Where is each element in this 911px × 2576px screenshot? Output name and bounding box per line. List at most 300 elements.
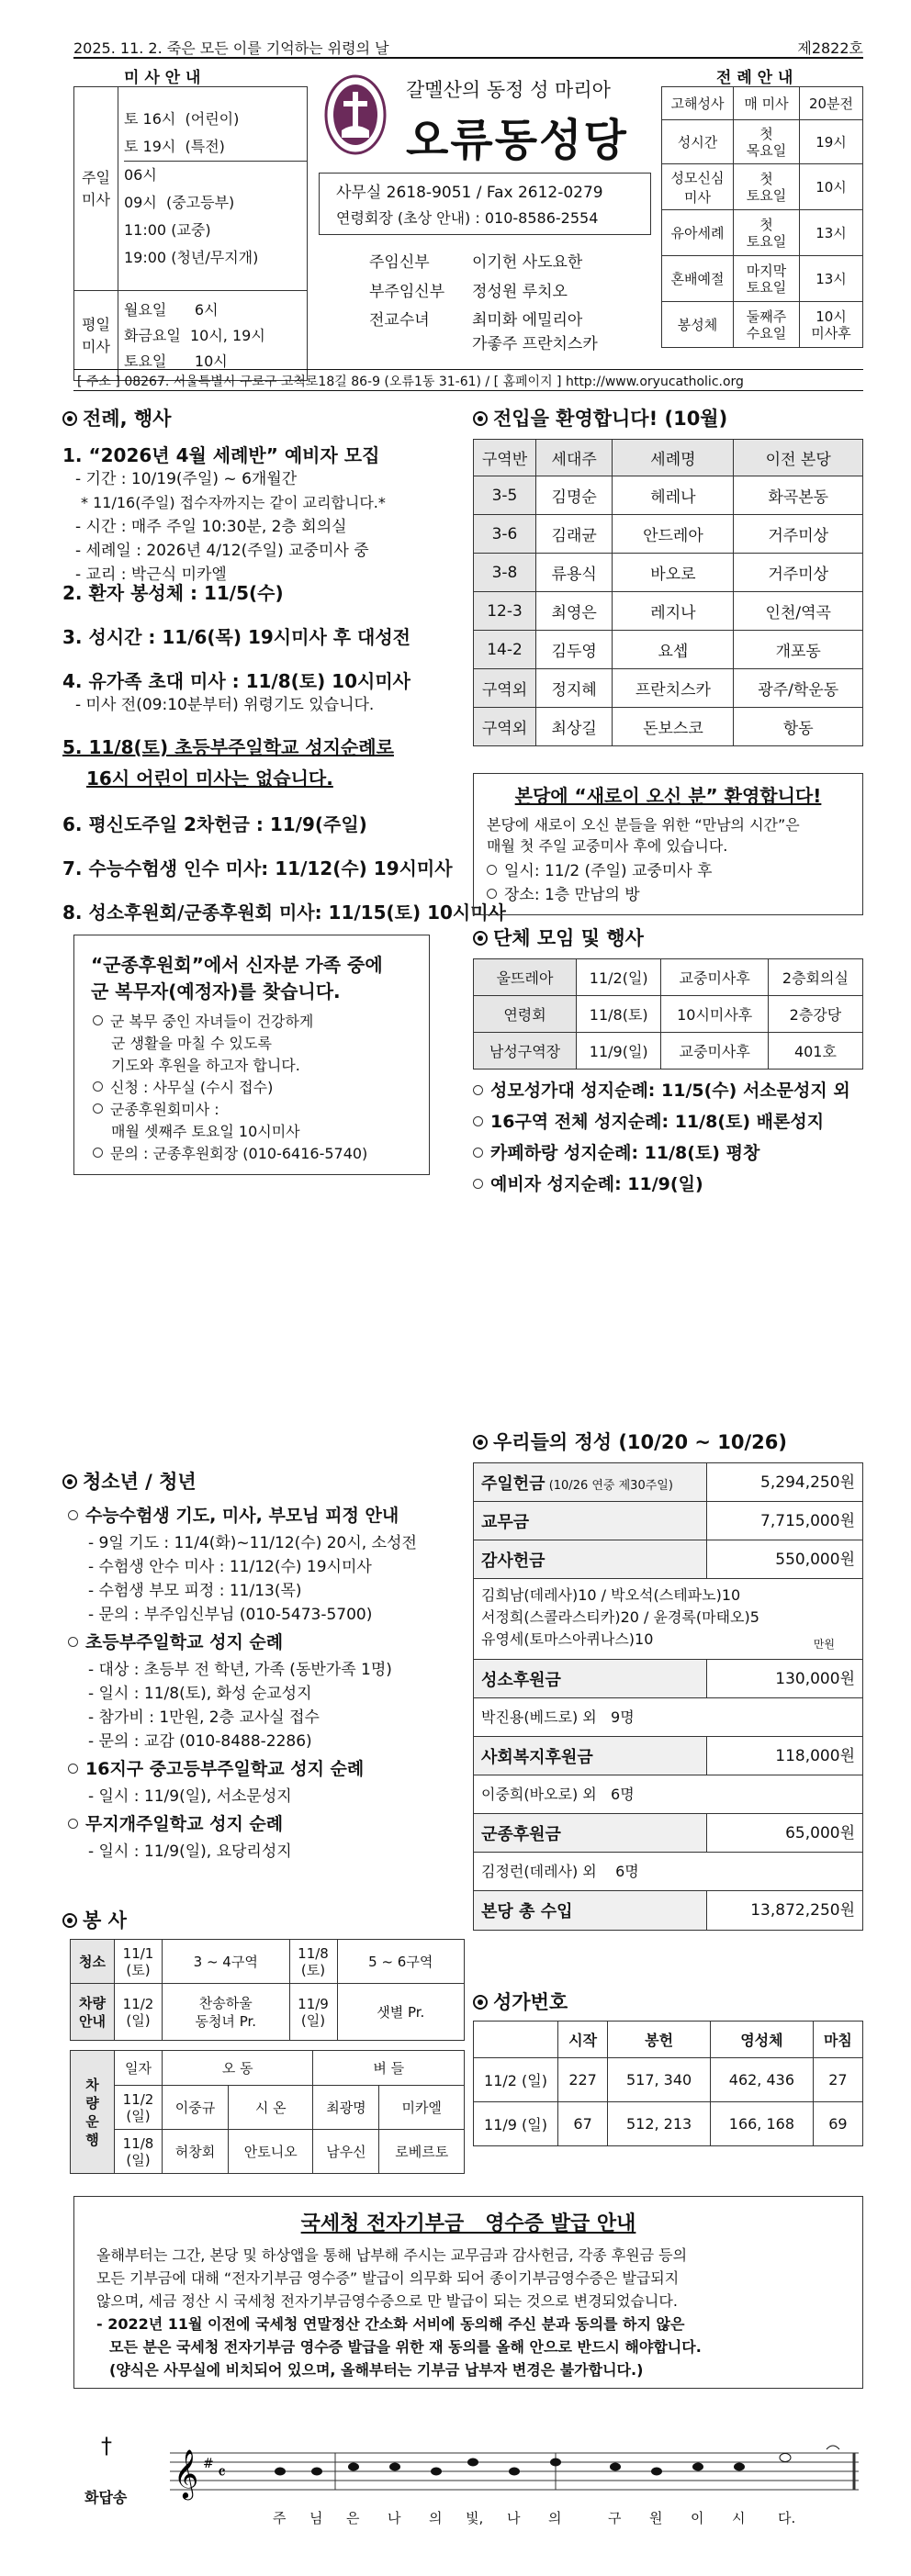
table-header: 이전 본당 xyxy=(734,440,863,476)
table-header: 일자 xyxy=(115,2051,163,2086)
table-header: 세례명 xyxy=(613,440,734,476)
circle-bullet-icon xyxy=(487,865,497,875)
liturgy-item-title: 8. 성소후원회/군종후원회 미사: 11/15(토) 10시미사 xyxy=(62,902,506,924)
liturgy-item-detail: - 세례일 : 2026년 4/12(주일) 교중미사 중 xyxy=(75,542,369,560)
clergy-role xyxy=(369,334,472,354)
mass-time: 토 16시 (어린이) xyxy=(124,110,240,128)
lyric-syllable: 의 xyxy=(548,2510,562,2526)
liturgy-item xyxy=(62,578,284,605)
sacrament-time: 13시 xyxy=(800,210,863,256)
table-cell: 광주/학운동 xyxy=(734,669,863,708)
table-cell: 시 온 xyxy=(228,2086,313,2130)
cleaning-date: 11/1 (토) xyxy=(115,1940,163,1984)
section-bullet-icon xyxy=(473,411,488,426)
address-bar: [ 주소 ] 08267. 서울특별시 구로구 고척로18길 86-9 (오류1동 31-61) / [ 홈페이지 ] http://www.oryucatholic.org xyxy=(73,369,863,391)
youth-detail: - 문의 : 부주임신부님 (010-5473-5700) xyxy=(88,1606,373,1624)
table-cell: 프란치스카 xyxy=(613,669,734,708)
newcomers-section xyxy=(473,404,863,746)
military-text: 군 생활을 마칠 수 있도록 xyxy=(111,1035,272,1052)
table-row xyxy=(474,959,863,996)
offering-amount: 550,000원 xyxy=(706,1540,862,1578)
circle-bullet-icon xyxy=(93,1103,103,1114)
table-row xyxy=(474,592,863,631)
offering-label-text: 교무금 xyxy=(481,1512,530,1532)
office-phone: 사무실 2618-9051 / Fax 2612-0279 xyxy=(336,184,603,202)
sacrament-day: 첫 토요일 xyxy=(734,164,800,210)
clergy-name: 최미화 에밀리아 xyxy=(472,311,583,330)
car-date: 11/9 (일) xyxy=(289,1984,337,2041)
table-cell: 교중미사후 xyxy=(661,1033,768,1070)
tax-notice xyxy=(73,2196,863,2389)
youth-block-text: 무지개주일학교 성지 순례 xyxy=(85,1814,284,1834)
lyric-syllable: 나 xyxy=(388,2510,401,2526)
offering-label-text: 사회복지후원금 xyxy=(481,1747,593,1767)
youth-block-title xyxy=(62,1809,476,1840)
parish-title: 오류동성당 xyxy=(406,115,628,166)
table-cell: 김명순 xyxy=(536,476,613,515)
table-header: 시작 xyxy=(558,2022,608,2058)
clergy-role: 부주임신부 xyxy=(369,283,445,301)
music-note xyxy=(311,2468,322,2476)
circle-bullet-icon xyxy=(93,1015,103,1025)
table-cell: 11/2(일) xyxy=(577,959,661,996)
music-note xyxy=(692,2463,703,2471)
music-note xyxy=(550,2458,561,2467)
military-text: 문의 : 군종후원회장 (010-6416-5740) xyxy=(110,1145,368,1162)
sacrament-time: 10시 xyxy=(800,164,863,210)
offering-table xyxy=(473,1462,863,1931)
table-cell: 헤레나 xyxy=(613,476,734,515)
clergy-row xyxy=(369,334,654,354)
mass-time: 월요일 6시 xyxy=(124,300,219,319)
music-note xyxy=(348,2463,359,2471)
sacrament-row xyxy=(662,120,863,164)
military-line xyxy=(91,1055,412,1077)
liturgy-item-detail: * 11/16(주일) 접수자까지는 같이 교리합니다.* xyxy=(81,494,386,511)
table-row xyxy=(71,2130,465,2174)
table-cell: 14-2 xyxy=(474,631,536,669)
sacrament-name: 성시간 xyxy=(662,120,734,164)
offering-row xyxy=(474,1463,862,1502)
lyric-syllable: 시 xyxy=(732,2510,746,2526)
lyric-syllable: 원 xyxy=(649,2510,663,2526)
liturgy-item-title: 6. 평신도주일 2차헌금 : 11/9(주일) xyxy=(62,813,367,835)
youth-detail: - 수험생 부모 피정 : 11/13(목) xyxy=(88,1582,302,1600)
mass-time: 06시 xyxy=(124,166,157,184)
offering-amount: 5,294,250원 xyxy=(706,1463,862,1501)
circle-bullet-icon xyxy=(68,1637,78,1647)
liturgy-item-title: 3. 성시간 : 11/6(목) 19시미사 후 대성전 xyxy=(62,626,411,648)
table-cell: 69 xyxy=(813,2102,862,2146)
mass-time: 토요일 10시 xyxy=(124,352,228,370)
youth-detail: - 9일 기도 : 11/4(화)~11/12(수) 20시, 소성전 xyxy=(88,1534,417,1552)
table-row xyxy=(474,996,863,1033)
liturgy-item-title: 2. 환자 봉성체 : 11/5(수) xyxy=(62,582,284,604)
table-cell: 이중규 xyxy=(163,2086,229,2130)
car-date: 11/2 (일) xyxy=(115,1984,163,2041)
contact-box xyxy=(319,173,651,235)
table-row xyxy=(474,554,863,592)
youth-section xyxy=(62,1467,476,1864)
table-cell: 돈보스코 xyxy=(613,708,734,746)
sacrament-day: 마지막 토요일 xyxy=(734,256,800,302)
lyric-syllable: 빛, xyxy=(466,2510,484,2526)
table-header-row xyxy=(71,2051,465,2086)
liturgy-item xyxy=(62,898,506,924)
music-note xyxy=(734,2463,745,2471)
table-cell: 166, 168 xyxy=(710,2102,813,2146)
military-line xyxy=(91,1011,412,1033)
hymn-table xyxy=(473,2021,863,2146)
table-row xyxy=(474,2102,863,2146)
table-header: 봉헌 xyxy=(608,2022,711,2058)
offering-amount: 7,715,000원 xyxy=(706,1502,862,1540)
sacrament-name: 성모신심 미사 xyxy=(662,164,734,210)
sacrament-row xyxy=(662,87,863,120)
sacrament-day: 매 미사 xyxy=(734,87,800,120)
cleaning-group: 3 ~ 4구역 xyxy=(163,1940,290,1984)
music-note xyxy=(610,2463,621,2471)
lyric-syllable: 의 xyxy=(429,2510,443,2526)
table-row xyxy=(474,631,863,669)
parish-header xyxy=(314,64,658,384)
table-cell: 거주미상 xyxy=(734,515,863,554)
table-cell: 최상길 xyxy=(536,708,613,746)
table-row xyxy=(474,476,863,515)
lyric-syllable: 구 xyxy=(608,2510,622,2526)
group-event-text: 성모성가대 성지순례: 11/5(수) 서소문성지 외 xyxy=(490,1081,850,1101)
military-line xyxy=(91,1077,412,1099)
table-cell: 안드레아 xyxy=(613,515,734,554)
groups-title: 단체 모임 및 행사 xyxy=(473,924,863,951)
tax-text xyxy=(96,2244,840,2381)
table-cell: 11/8 (일) xyxy=(115,2130,163,2174)
liturgy-item-detail: - 시간 : 매주 주일 10:30분, 2층 회의실 xyxy=(75,518,347,536)
sacrament-time: 19시 xyxy=(800,120,863,164)
psalm-staff xyxy=(170,2440,859,2504)
circle-bullet-icon xyxy=(93,1081,103,1092)
donor-line: 김희남(데레사)10 / 박오석(스테파노)10 xyxy=(481,1586,741,1604)
military-text: 군 복무 중인 자녀들이 건강하게 xyxy=(110,1013,314,1030)
donor-unit: 만원 xyxy=(813,1638,835,1651)
military-title-1: “군종후원회”에서 신자분 가족 중에 xyxy=(91,954,383,976)
group-event xyxy=(473,1169,863,1200)
military-title-2: 군 복무자(예정자)를 찾습니다. xyxy=(91,980,341,1002)
youth-detail: - 일시 : 11/9(일), 요당리성지 xyxy=(88,1842,292,1861)
group-event xyxy=(473,1137,863,1169)
circle-bullet-icon xyxy=(93,1148,103,1158)
section-bullet-icon xyxy=(473,931,488,946)
offering-donors xyxy=(474,1579,862,1660)
service-section xyxy=(62,1906,467,2174)
military-line xyxy=(91,1143,412,1165)
offering-label-text: 주일헌금 xyxy=(481,1473,545,1494)
sacrament-name: 유아세례 xyxy=(662,210,734,256)
table-cell: 2층회의실 xyxy=(768,959,862,996)
offering-label xyxy=(474,1471,706,1495)
military-text: 신청 : 사무실 (수시 접수) xyxy=(110,1079,274,1096)
offering-label xyxy=(474,1821,706,1845)
music-note xyxy=(780,2454,791,2462)
section-bullet-icon xyxy=(62,411,77,426)
issue-number: 제2822호 xyxy=(797,39,863,57)
table-row xyxy=(71,2086,465,2130)
cleaning-date: 11/8 (토) xyxy=(289,1940,337,1984)
table-header-row xyxy=(474,2022,863,2058)
table-cell: 3-8 xyxy=(474,554,536,592)
tax-line: - 2022년 11월 이전에 국세청 연말정산 간소화 서비에 동의해 주신 분과 동의를 하지 않은 xyxy=(96,2315,685,2333)
clergy-row xyxy=(369,277,654,307)
sacrament-row xyxy=(662,302,863,348)
liturgy-title: 전례, 행사 xyxy=(62,404,476,431)
military-text: 매월 셋째주 토요일 10시미사 xyxy=(111,1123,300,1140)
sacrament-row xyxy=(662,210,863,256)
military-support-box xyxy=(73,935,430,1175)
liturgy-item xyxy=(62,854,453,880)
table-cell: 3-5 xyxy=(474,476,536,515)
youth-block-title xyxy=(62,1500,476,1531)
mass-time: 화금요일 10시, 19시 xyxy=(124,326,265,344)
sacrament-row xyxy=(662,256,863,302)
tax-title: 국세청 전자기부금 영수증 발급 안내 xyxy=(300,2212,636,2235)
offering-label-text: 본당 총 수입 xyxy=(481,1902,573,1921)
clergy-name: 정성원 루치오 xyxy=(472,283,568,301)
table-cell: 11/2 (일) xyxy=(474,2058,558,2102)
table-row xyxy=(474,708,863,746)
offering-label xyxy=(474,1667,706,1691)
welcome-text-1: 본당에 새로이 오신 분들을 위한 “만남의 시간”은 xyxy=(487,816,800,834)
table-cell: 11/9(일) xyxy=(577,1033,661,1070)
music-note xyxy=(467,2458,478,2467)
donor-line: 서정희(스콜라스티카)20 / 윤경록(마태오)5 xyxy=(481,1608,759,1626)
service-title: 봉 사 xyxy=(62,1906,467,1933)
sacrament-schedule xyxy=(661,64,863,384)
table-cell: 27 xyxy=(813,2058,862,2102)
sacrament-title: 전 례 안 내 xyxy=(716,69,793,87)
tax-line: (양식은 사무실에 비치되어 있으며, 올해부터는 기부금 납부자 변경은 불가합니다.) xyxy=(109,2361,644,2379)
cross-icon: † xyxy=(101,2433,112,2458)
table-cell: 안토니오 xyxy=(228,2130,313,2174)
youth-detail: - 수험생 안수 미사 : 11/12(수) 19시미사 xyxy=(88,1558,372,1576)
offering-label xyxy=(474,1744,706,1768)
offering-amount: 130,000원 xyxy=(706,1660,862,1697)
issue-date: 2025. 11. 2. 죽은 모든 이를 기억하는 위령의 날 xyxy=(73,39,389,57)
welcome-title: 본당에 “새로이 오신 분” 환영합니다! xyxy=(514,785,822,807)
mass-time: 토 19시 (특전) xyxy=(124,133,307,162)
liturgy-item-title: 4. 유가족 초대 미사 : 11/8(토) 10시미사 xyxy=(62,670,411,692)
table-cell: 10시미사후 xyxy=(661,996,768,1033)
table-row xyxy=(474,1033,863,1070)
table-cell: 교중미사후 xyxy=(661,959,768,996)
table-cell: 정지혜 xyxy=(536,669,613,708)
table-cell: 김래균 xyxy=(536,515,613,554)
youth-block-text: 16지구 중고등부주일학교 성지 순례 xyxy=(85,1759,365,1779)
liturgy-item xyxy=(62,622,411,649)
psalm-label: 화답송 xyxy=(84,2489,128,2506)
mass-time: 11:00 (교중) xyxy=(124,221,211,239)
donor-line: 유영세(토마스아퀴나스)10 xyxy=(481,1630,654,1648)
sacrament-name: 혼배예절 xyxy=(662,256,734,302)
table-cell: 거주미상 xyxy=(734,554,863,592)
psalm-section xyxy=(73,2433,863,2534)
groups-section xyxy=(473,924,863,1200)
sacrament-day: 둘째주 수요일 xyxy=(734,302,800,348)
sacrament-time: 20분전 xyxy=(800,87,863,120)
table-cell: 개포동 xyxy=(734,631,863,669)
sunday-mass-times xyxy=(118,106,307,272)
offering-label-text: 군종후원금 xyxy=(481,1824,561,1844)
liturgy-item-detail: - 미사 전(09:10분부터) 위령기도 있습니다. xyxy=(75,696,375,714)
psalm-lyrics xyxy=(170,2508,859,2530)
tax-line: 올해부터는 그간, 본당 및 하상앱을 통해 납부해 주시는 교무금과 감사헌금, 각종 후원금 등의 xyxy=(96,2246,688,2264)
sacrament-time: 13시 xyxy=(800,256,863,302)
youth-detail: - 일시 : 11/8(토), 화성 순교성지 xyxy=(88,1685,312,1703)
table-cell: 최영은 xyxy=(536,592,613,631)
mass-time: 09시 (중고등부) xyxy=(124,194,235,211)
car-group: 찬송하울 동청녀 Pr. xyxy=(163,1984,290,2041)
youth-title: 청소년 / 청년 xyxy=(62,1467,476,1495)
offering-label xyxy=(474,1509,706,1533)
offering-donor: 김정런(데레사) 외 6명 xyxy=(474,1853,862,1891)
clergy-name: 가좋주 프란치스카 xyxy=(472,335,598,353)
service-table xyxy=(70,1939,465,2041)
car-row xyxy=(71,1984,465,2041)
offering-row xyxy=(474,1540,862,1579)
liturgy-item xyxy=(62,441,386,587)
table-cell: 요셉 xyxy=(613,631,734,669)
table-cell: 인천/역곡 xyxy=(734,592,863,631)
offering-title: 우리들의 정성 (10/20 ~ 10/26) xyxy=(473,1428,863,1455)
lyric-syllable: 주 xyxy=(273,2510,287,2526)
newcomers-table xyxy=(473,439,863,746)
parish-subtitle: 갈멜산의 동정 성 마리아 xyxy=(406,79,611,101)
table-cell: 227 xyxy=(558,2058,608,2102)
table-cell: 남우신 xyxy=(313,2130,379,2174)
table-cell: 연령회 xyxy=(474,996,577,1033)
section-bullet-icon xyxy=(473,1435,488,1450)
music-note xyxy=(509,2468,520,2476)
table-row xyxy=(474,669,863,708)
circle-bullet-icon xyxy=(68,1764,78,1774)
table-header: 오 동 xyxy=(163,2051,313,2086)
table-cell: 67 xyxy=(558,2102,608,2146)
table-cell: 레지나 xyxy=(613,592,734,631)
military-details xyxy=(91,1011,412,1165)
music-note xyxy=(275,2468,286,2476)
sacrament-time: 10시 미사후 xyxy=(800,302,863,348)
youth-block-title xyxy=(62,1627,476,1658)
table-header: 구역반 xyxy=(474,440,536,476)
liturgy-item-title: 5. 11/8(토) 초등부주일학교 성지순례로 xyxy=(62,736,394,758)
music-note xyxy=(389,2463,400,2471)
offering-note: (10/26 연중 제30주일) xyxy=(545,1478,673,1493)
table-cell: 11/9 (일) xyxy=(474,2102,558,2146)
group-event xyxy=(473,1075,863,1106)
table-cell: 11/8(토) xyxy=(577,996,661,1033)
table-cell: 김두영 xyxy=(536,631,613,669)
lyric-syllable: 다. xyxy=(778,2510,796,2526)
lyric-syllable: 은 xyxy=(346,2510,360,2526)
offering-amount: 65,000원 xyxy=(706,1814,862,1852)
tax-line: 모든 기부금에 대해 “전자기부금 영수증” 발급이 의무화 되어 종이기부금영수증은 발급되지 xyxy=(96,2269,680,2287)
offering-row xyxy=(474,1502,862,1540)
table-cell: 화곡본동 xyxy=(734,476,863,515)
circle-bullet-icon xyxy=(68,1819,78,1829)
tax-line: 않으며, 세금 정산 시 국세청 전자기부금영수증으로 만 발급이 되는 것으로 변경되었습니다. xyxy=(96,2292,678,2310)
driving-table xyxy=(70,2050,465,2174)
section-bullet-icon xyxy=(473,1995,488,2010)
group-event-text: 카페하랑 성지순례: 11/8(토) 평창 xyxy=(490,1143,760,1163)
table-cell: 항동 xyxy=(734,708,863,746)
liturgy-item-detail: - 기간 : 10/19(주일) ~ 6개월간 xyxy=(75,470,298,488)
military-line xyxy=(91,1121,412,1143)
mass-title: 미 사 안 내 xyxy=(124,69,201,87)
table-cell: 바오로 xyxy=(613,554,734,592)
hymn-section xyxy=(473,1988,863,2146)
music-note xyxy=(651,2468,662,2476)
liturgy-item-title: 7. 수능수험생 인수 미사: 11/12(수) 19시미사 xyxy=(62,857,453,879)
table-cell: 로베르토 xyxy=(379,2130,465,2174)
welcome-text-2: 매월 첫 주일 교중미사 후에 있습니다. xyxy=(487,837,728,855)
hymn-title: 성가번호 xyxy=(473,1988,863,2015)
section-bullet-icon xyxy=(62,1913,77,1928)
offering-amount: 13,872,250원 xyxy=(706,1891,862,1930)
welcome-box xyxy=(473,773,863,915)
sacrament-name: 봉성체 xyxy=(662,302,734,348)
liturgy-item xyxy=(62,810,367,836)
table-cell: 허창회 xyxy=(163,2130,229,2174)
group-event xyxy=(473,1106,863,1137)
music-note xyxy=(431,2468,442,2476)
table-header: 영성체 xyxy=(710,2022,813,2058)
youth-block-title xyxy=(62,1753,476,1785)
circle-bullet-icon xyxy=(473,1116,483,1126)
offering-label xyxy=(474,1548,706,1572)
weekday-mass-label: 평일 미사 xyxy=(74,291,118,381)
sacrament-row xyxy=(662,164,863,210)
youth-detail: - 일시 : 11/9(일), 서소문성지 xyxy=(88,1787,292,1806)
offering-row xyxy=(474,1660,862,1698)
lyric-syllable: 이 xyxy=(691,2510,704,2526)
table-cell: 2층강당 xyxy=(768,996,862,1033)
mass-time: 19:00 (청년/무지개) xyxy=(124,249,259,266)
weekday-mass-times xyxy=(118,297,307,375)
welcome-place: 장소: 1층 만남의 방 xyxy=(487,883,849,907)
circle-bullet-icon xyxy=(473,1179,483,1189)
top-bar xyxy=(73,35,863,59)
liturgy-item xyxy=(62,733,394,759)
offering-amount: 118,000원 xyxy=(706,1737,862,1775)
section-bullet-icon xyxy=(62,1474,77,1489)
driving-label: 차 량 운 행 xyxy=(71,2051,115,2174)
offering-label xyxy=(474,1898,706,1922)
liturgy-item-title: 16시 어린이 미사는 없습니다. xyxy=(86,767,333,790)
sacrament-day: 첫 토요일 xyxy=(734,210,800,256)
clergy-role: 전교수녀 xyxy=(369,311,430,330)
lyric-syllable: 님 xyxy=(309,2510,323,2526)
military-line xyxy=(91,1033,412,1055)
tax-line: 모든 분은 국세청 전자기부금 영수증 발급을 위한 재 동의를 올해 안으로 반드시 해야합니다. xyxy=(109,2338,702,2356)
liturgy-item-detail: - 교리 : 박근식 미카엘 xyxy=(75,566,227,584)
offering-label-text: 성소후원금 xyxy=(481,1670,561,1690)
table-cell: 11/2 (일) xyxy=(115,2086,163,2130)
circle-bullet-icon xyxy=(473,1085,483,1095)
clergy-row xyxy=(369,248,654,277)
table-header: 세대주 xyxy=(536,440,613,476)
table-cell: 512, 213 xyxy=(608,2102,711,2146)
groups-table xyxy=(473,958,863,1070)
mass-schedule xyxy=(73,64,308,384)
